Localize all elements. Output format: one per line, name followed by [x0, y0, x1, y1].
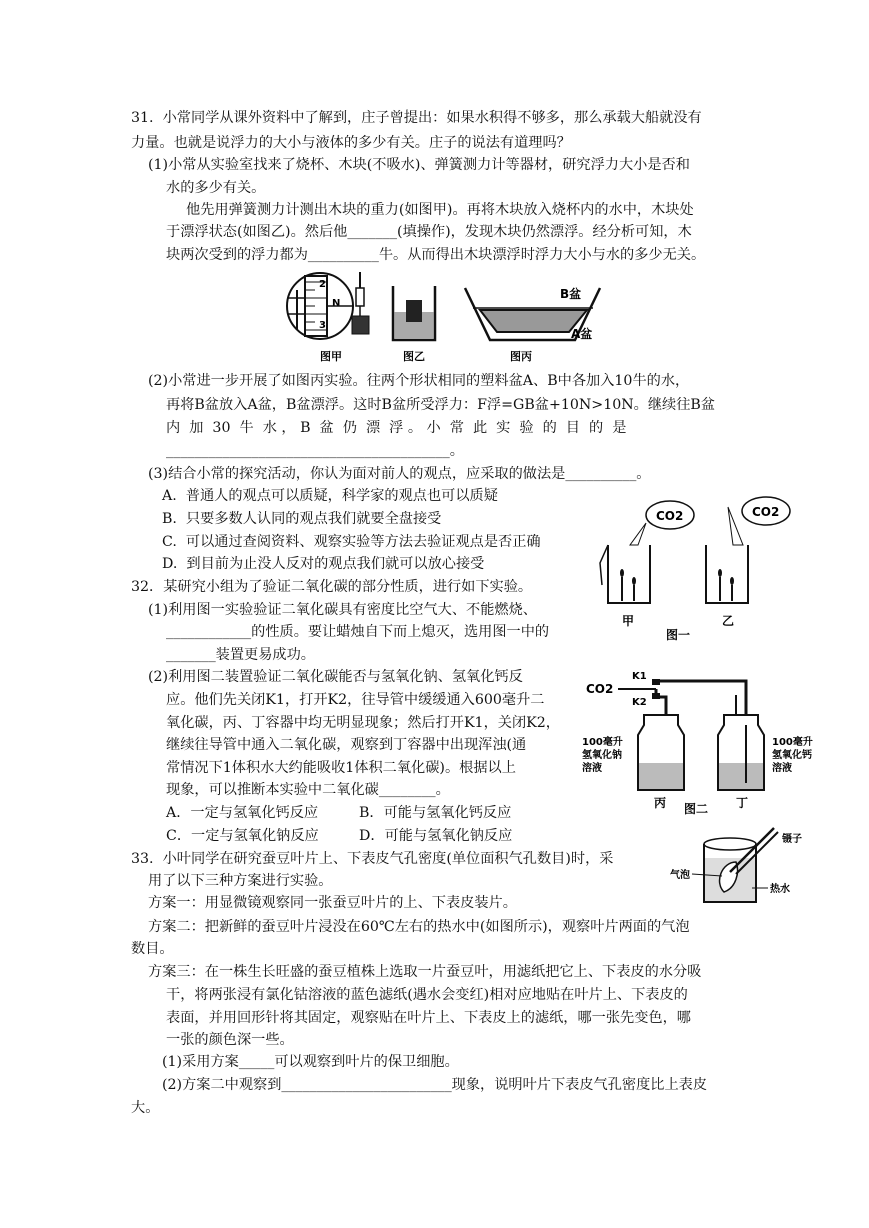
q32-part1-line-1: (1)利用图一实验验证二氧化碳具有密度比空气大、不能燃烧、	[148, 602, 537, 618]
naoh-label-3: 溶液	[582, 763, 602, 774]
q31-part2-line-2: 再将B盆放入A盆，B盆漂浮。这时B盆所受浮力：F浮=GB盆+10N>10N。继续往B盆	[166, 397, 716, 413]
label-hot-water: 热水	[770, 884, 790, 895]
q32-option-c: C．一定与氢氧化钠反应	[166, 828, 319, 844]
floating-block	[406, 300, 422, 322]
q32-part1-line-3: _______装置更易成功。	[166, 647, 315, 663]
q31-line-1: 31. 小常同学从课外资料中了解到，庄子曾提出：如果水积得不够多，那么承载大船就没有	[131, 110, 702, 126]
q31-part1-line-1: (1)小常从实验室找来了烧杯、木块(不吸水)、弹簧测力计等器材，研究浮力大小是否和	[148, 157, 690, 173]
q33-line-1: 33. 小叶同学在研究蚕豆叶片上、下表皮气孔密度(单位面积气孔数目)时，采	[131, 851, 614, 867]
q31-figure	[275, 268, 615, 366]
caoh-label-3: 溶液	[772, 763, 792, 774]
q31-option-b: B. 只要多数人认同的观点我们就要全盘接受	[162, 511, 442, 527]
beaker-jia	[608, 545, 650, 603]
q32-part2-line-4: 继续往导管中通入二氧化碳，观察到丁容器中出现浑浊(通	[166, 737, 527, 753]
q32-part2-line-2: 应。他们先关闭K1，打开K2，往导管中缓缓通入600毫升二	[166, 692, 545, 708]
scale-unit: N	[332, 298, 341, 309]
co2-inlet-label: CO2	[586, 682, 614, 696]
scale-mark-2: 2	[319, 279, 326, 290]
caoh-label-1: 100毫升	[772, 737, 813, 748]
q31-part1-line-4: 于漂浮状态(如图乙)。然后他_______(填操作)，发现木块仍然漂浮。经分析可知，木	[166, 224, 692, 240]
label-b-pen: B盆	[560, 287, 582, 301]
q31-option-c: C. 可以通过查阅资料、观察实验等方法去验证观点是否正确	[162, 534, 541, 550]
q31-part2-line-1: (2)小常进一步开展了如图丙实验。往两个形状相同的塑料盆A、B中各加入10牛的水，	[148, 373, 690, 389]
q33-scheme-3-line-2: 干，将两张浸有氯化钴溶液的蓝色滤纸(遇水会变红)相对应地贴在叶片上、下表皮的	[166, 987, 688, 1003]
label-yi: 乙	[722, 614, 735, 628]
caption-fig-jia: 图甲	[320, 350, 342, 363]
q32-part2-line-6: 现象，可以推断本实验中二氧化碳________。	[166, 782, 450, 798]
q33-line-2: 用了以下三种方案进行实验。	[148, 873, 333, 889]
q33-answer-2-line-2: 大。	[131, 1100, 160, 1116]
q33-scheme-2-line-2: 数目。	[131, 941, 174, 957]
label-jia: 甲	[622, 614, 635, 628]
q31-option-d: D. 到目前为止没人反对的观点我们就可以放心接受	[162, 556, 485, 572]
q31-option-a: A. 普通人的观点可以质疑，科学家的观点也可以质疑	[162, 488, 498, 504]
q32-line-1: 32．某研究小组为了验证二氧化碳的部分性质，进行如下实验。	[131, 579, 533, 595]
q32-part2-line-3: 氧化碳，丙、丁容器中均无明显现象；然后打开K1，关闭K2，	[166, 715, 560, 731]
q31-part1-line-2: 水的多少有关。	[166, 180, 266, 196]
caoh-label-2: 氢氧化钙	[772, 750, 812, 761]
caption-fig-bing: 图丙	[510, 350, 532, 363]
q32-option-a: A．一定与氢氧化钙反应	[166, 805, 319, 821]
q31-part1-line-3: 他先用弹簧测力计测出木块的重力(如图甲)。再将木块放入烧杯内的水中，木块处	[186, 202, 694, 218]
co2-label-yi: CO2	[752, 505, 780, 519]
co2-label-jia: CO2	[656, 509, 684, 523]
q33-answer-1: (1)采用方案_____可以观察到叶片的保卫细胞。	[162, 1054, 459, 1070]
label-bubble: 气泡	[670, 870, 690, 881]
q31-part2-line-3: 内 加 30 牛 水 ， B 盆 仍 漂 浮 。 小 常 此 实 验 的 目 的 是	[166, 420, 627, 436]
q32-figure-1	[598, 485, 798, 645]
caption-fig-yi: 图乙	[403, 350, 425, 363]
q33-scheme-3-line-4: 一张的颜色深一些。	[166, 1032, 294, 1048]
q32-option-d: D．可能与氢氧化钠反应	[359, 828, 513, 844]
q33-scheme-3-line-1: 方案三：在一株生长旺盛的蚕豆植株上选取一片蚕豆叶，用滤纸把它上、下表皮的水分吸	[148, 964, 702, 980]
label-ding: 丁	[736, 796, 749, 810]
q32-figure-2	[582, 665, 816, 816]
label-a-pen: A盆	[571, 327, 593, 341]
valve-k1-label: K1	[632, 671, 647, 682]
q32-part2-line-5: 常情况下1体积水大约能吸收1体积二氧化碳)。根据以上	[166, 760, 516, 776]
beaker-yi-co2	[706, 545, 748, 603]
q33-scheme-3-line-3: 表面，并用回形针将其固定，观察贴在叶片上、下表皮上的滤纸，哪一张先变色，哪	[166, 1010, 691, 1026]
caption-fig-1: 图一	[666, 628, 691, 642]
label-bing: 丙	[654, 796, 667, 810]
label-tweezers: 镊子	[782, 834, 802, 845]
q31-part1-line-5: 块两次受到的浮力都为__________牛。从而得出木块漂浮时浮力大小与水的多少无关。	[166, 247, 706, 263]
wood-block	[352, 316, 369, 334]
caption-fig-2: 图二	[684, 802, 709, 816]
q33-scheme-1: 方案一：用显微镜观察同一张蚕豆叶片的上、下表皮装片。	[148, 895, 517, 911]
q32-part1-line-2: ____________的性质。要让蜡烛自下而上熄灭，选用图一中的	[166, 624, 550, 640]
naoh-label-2: 氢氧化钠	[582, 750, 622, 761]
q32-option-b: B．可能与氢氧化钙反应	[359, 805, 512, 821]
q33-answer-2-line-1: (2)方案二中观察到________________________现象，说明叶片下表皮气孔密度比上表皮	[162, 1077, 708, 1093]
q31-line-2: 力量。也就是说浮力的大小与液体的多少有关。庄子的说法有道理吗？	[131, 135, 571, 151]
q31-part3: (3)结合小常的探究活动，你认为面对前人的观点，应采取的做法是__________。	[148, 466, 651, 482]
naoh-label-1: 100毫升	[582, 737, 623, 748]
q32-part2-line-1: (2)利用图二装置验证二氧化碳能否与氢氧化钠、氢氧化钙反	[148, 669, 523, 685]
scale-mark-3: 3	[319, 320, 326, 331]
q33-figure	[664, 822, 814, 908]
q33-scheme-2-line-1: 方案二：把新鲜的蚕豆叶片浸没在60℃左右的热水中(如图所示)，观察叶片两面的气泡	[148, 919, 690, 935]
q31-part2-line-4: ________________________________________。	[166, 443, 464, 459]
valve-k2-label: K2	[632, 697, 647, 708]
